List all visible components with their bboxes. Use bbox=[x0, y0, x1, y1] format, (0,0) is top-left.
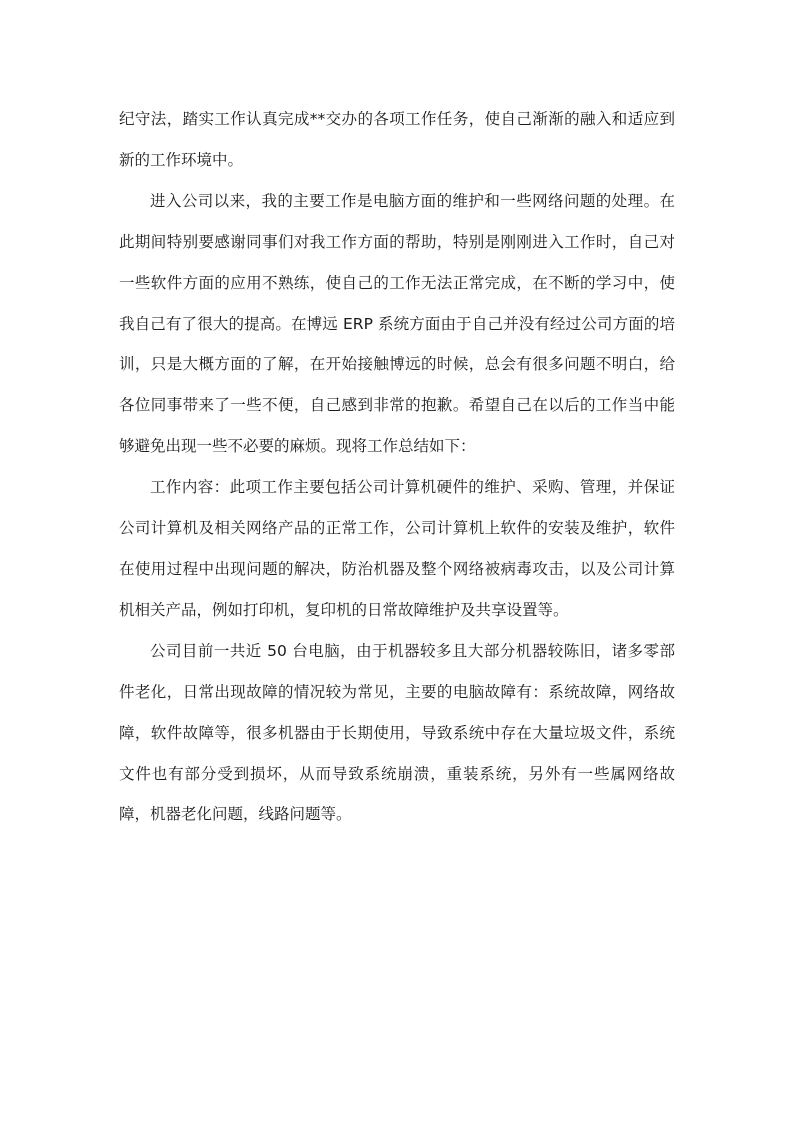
paragraph-intro: 进入公司以来，我的主要工作是电脑方面的维护和一些网络问题的处理。在此期间特别要感谢同事们对我工作方面的帮助，特别是刚刚进入工作时，自己对一些软件方面的应用不熟练，使自己的工作无法正常完成，在不断的学习中，使我自己有了很大的提高。在博远 ERP 系统方面由于自己并没有经过公司方面的培训，只是大概方面的了解，在开始接触博远的时候，总会有很多问题不明白，给各位同事带来了一些不便，自己感到非常的抱歉。希望自己在以后的工作当中能够避免出现一些不必要的麻烦。现将工作总结如下： bbox=[119, 191, 675, 456]
paragraph-computer-status: 公司目前一共近 50 台电脑，由于机器较多且大部分机器较陈旧，诸多零部件老化，日常出现故障的情况较为常见，主要的电脑故障有：系统故障，网络故障，软件故障等，很多机器由于长期使用，导致系统中存在大量垃圾文件，系统文件也有部分受到损坏，从而导致系统崩溃，重装系统，另外有一些属网络故障，机器老化问题，线路问题等。 bbox=[119, 641, 675, 824]
paragraph-work-content: 工作内容：此项工作主要包括公司计算机硬件的维护、采购、管理，并保证公司计算机及相关网络产品的正常工作，公司计算机上软件的安装及维护，软件在使用过程中出现问题的解决，防治机器及整个网络被病毒攻击，以及公司计算机相关产品，例如打印机，复印机的日常故障维护及共享设置等。 bbox=[119, 478, 675, 619]
paragraph-continuation: 纪守法，踏实工作认真完成**交办的各项工作任务，使自己渐渐的融入和适应到新的工作环境中。 bbox=[119, 110, 675, 169]
document-body bbox=[119, 99, 675, 835]
